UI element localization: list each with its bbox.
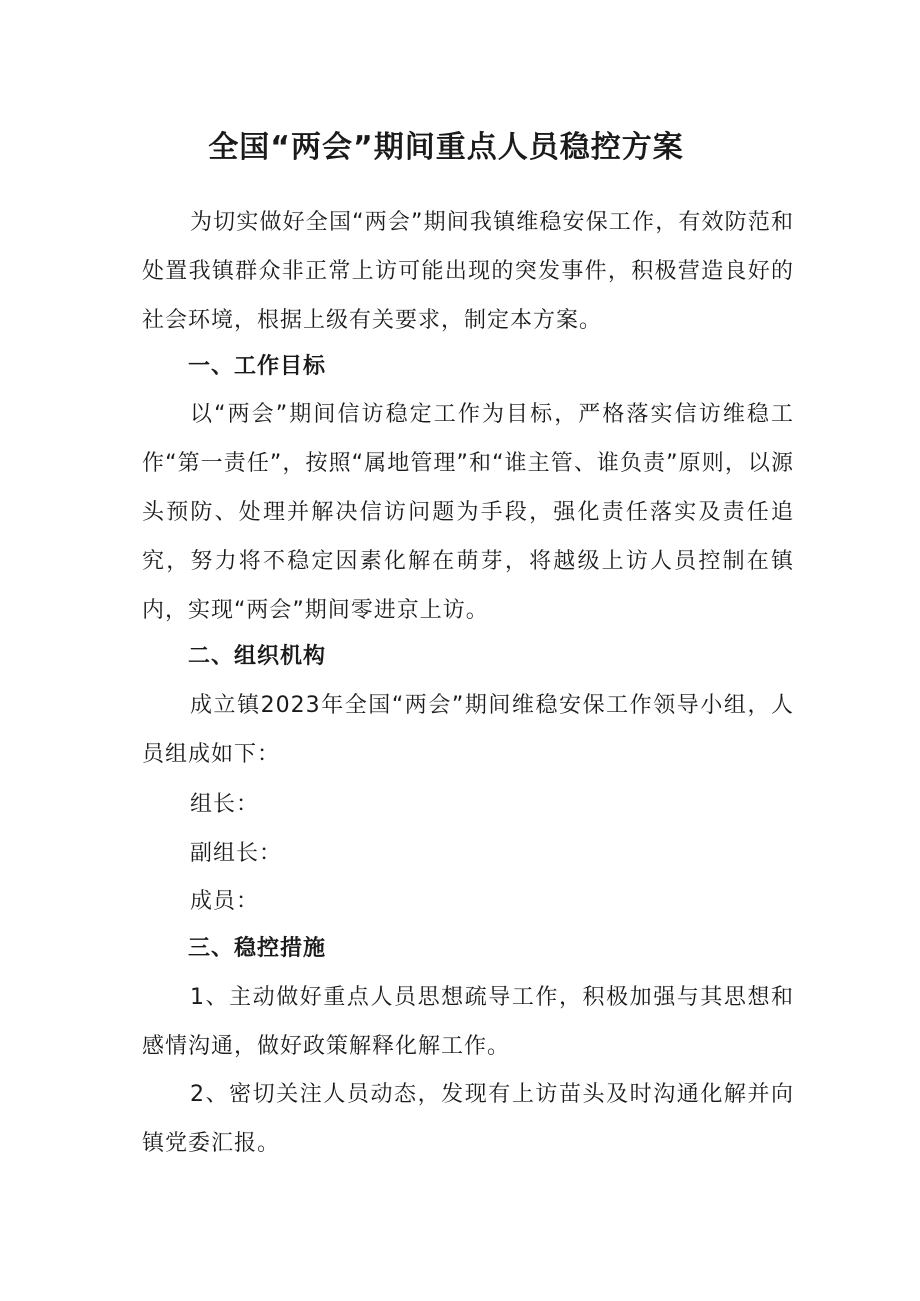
intro-paragraph: 为切实做好全国“两会”期间我镇维稳安保工作，有效防范和处置我镇群众非正常上访可能出现的突发事件，积极营造良好的社会环境，根据上级有关要求，制定本方案。: [142, 210, 794, 333]
role-members: 成员：: [190, 889, 260, 914]
role-deputy-leader: 副组长：: [190, 841, 283, 866]
measure-item-1: 1、主动做好重点人员思想疏导工作，积极加强与其思想和感情沟通，做好政策解释化解工作。: [142, 985, 794, 1059]
role-leader: 组长：: [190, 792, 260, 817]
document-title: 全国“两会”期间重点人员稳控方案: [208, 130, 684, 165]
section-heading-organization: 二、组织机构: [188, 644, 327, 669]
goals-paragraph: 以“两会”期间信访稳定工作为目标，严格落实信访维稳工作“第一责任”，按照“属地管理”和“谁主管、谁负责”原则，以源头预防、处理并解决信访问题为手段，强化责任落实及责任追究，努力将不稳定因素化解在萌芽，将越级上访人员控制在镇内，实现“两会”期间零进京上访。: [142, 402, 794, 623]
section-heading-measures: 三、稳控措施: [188, 936, 327, 961]
organization-paragraph: 成立镇2023年全国“两会”期间维稳安保工作领导小组，人员组成如下：: [142, 693, 794, 767]
measure-item-2: 2、密切关注人员动态，发现有上访苗头及时沟通化解并向镇党委汇报。: [142, 1082, 794, 1156]
section-heading-goals: 一、工作目标: [188, 354, 327, 379]
